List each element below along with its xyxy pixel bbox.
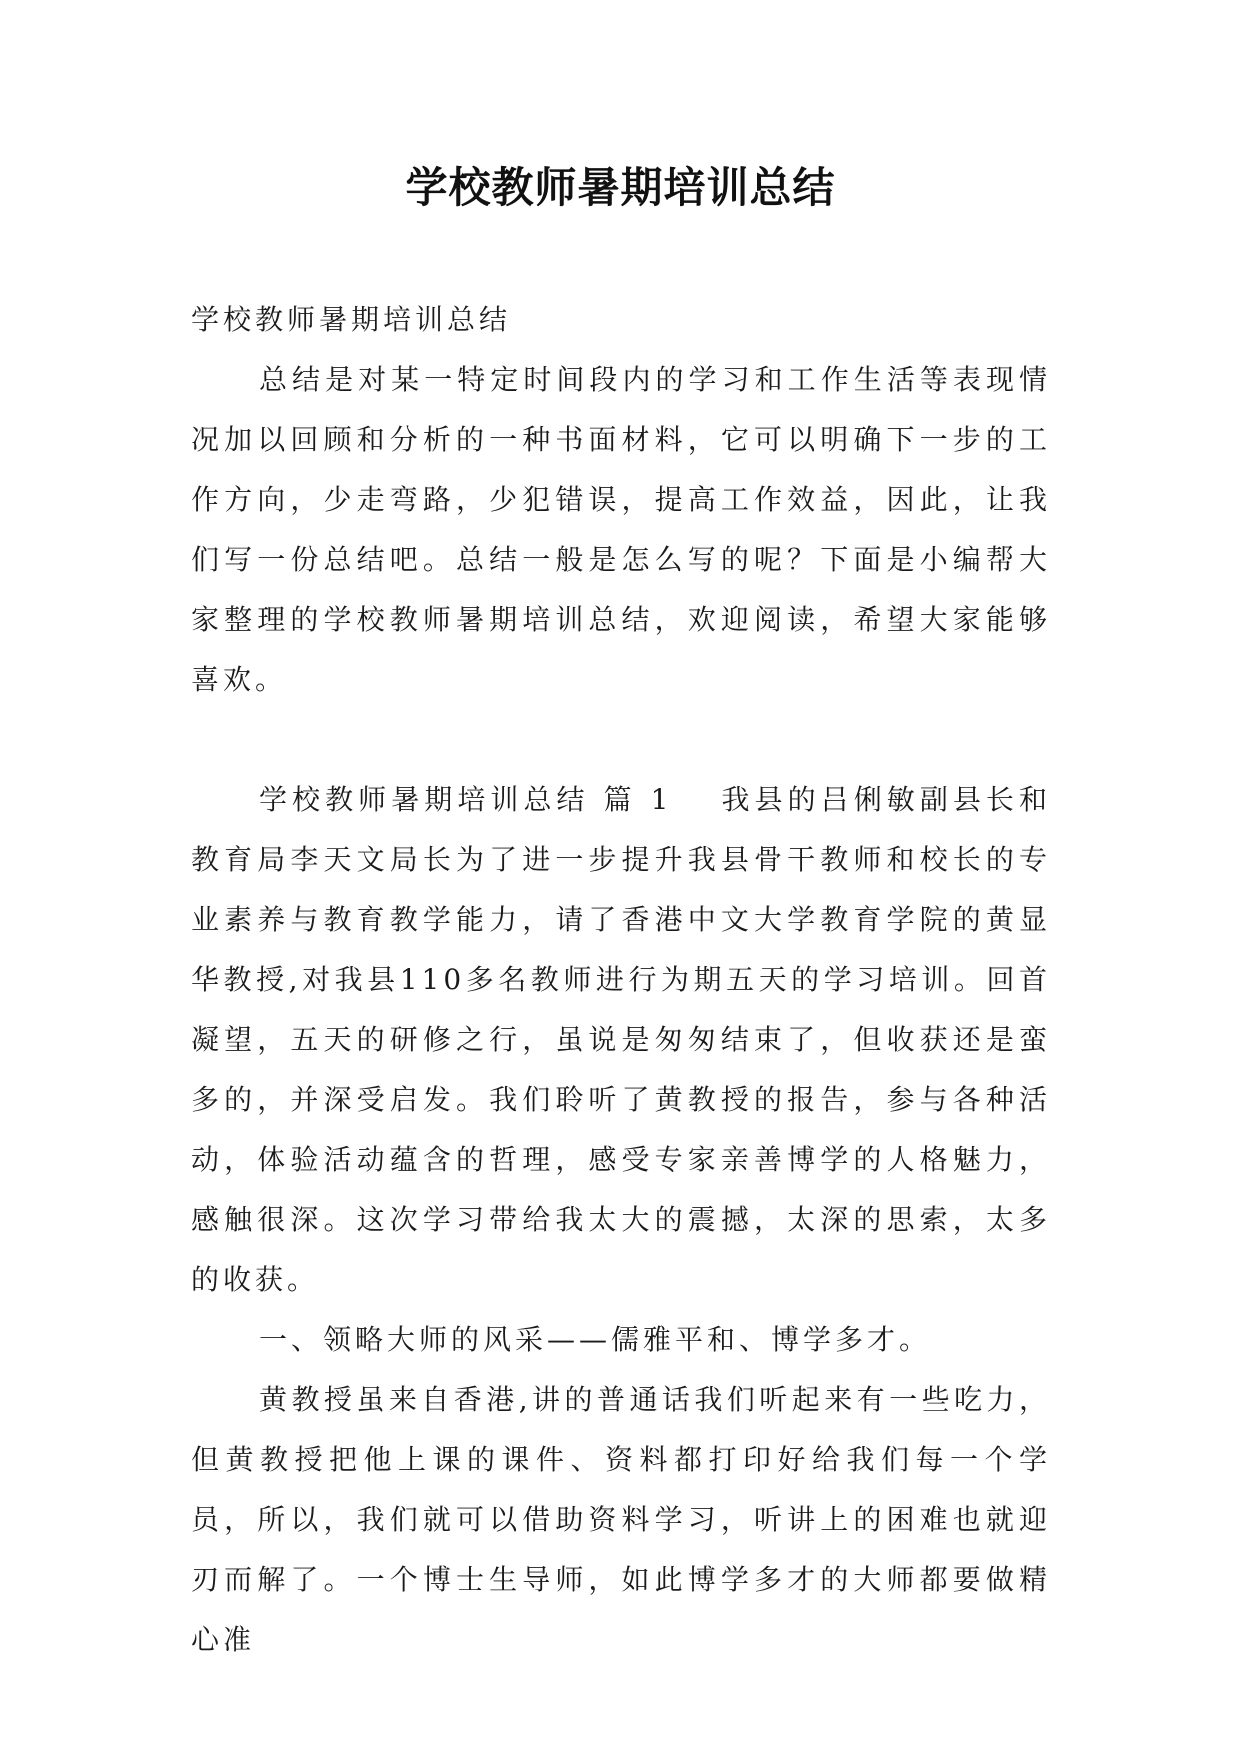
article-heading-text: 学校教师暑期培训总结 [259, 783, 590, 816]
intro-paragraph: 总结是对某一特定时间段内的学习和工作生活等表现情况加以回顾和分析的一种书面材料，它可以明确下一步的工作方向，少走弯路，少犯错误，提高工作效益，因此，让我们写一份总结吧。总结一般是怎么写的呢？下面是小编帮大家整理的学校教师暑期培训总结，欢迎阅读，希望大家能够喜欢。 [191, 363, 1051, 696]
subtitle: 学校教师暑期培训总结 [191, 303, 512, 336]
section-heading: 一、领略大师的风采——儒雅平和、博学多才。 [259, 1323, 932, 1356]
article-heading [259, 783, 672, 816]
article-label: 篇 1 [603, 783, 673, 816]
article-text: 我县的吕俐敏副县长和教育局李天文局长为了进一步提升我县骨干教师和校长的专业素养与教育教学能力，请了香港中文大学教育学院的黄显华教授,对我县110多名教师进行为期五天的学习培训。回首凝望，五天的研修之行，虽说是匆匆结束了，但收获还是蛮多的，并深受启发。我们聆听了黄教授的报告，参与各种活动，体验活动蕴含的哲理，感受专家亲善博学的人格魅力，感触很深。这次学习带给我太大的震撼，太深的思索，太多的收获。 [191, 783, 1051, 1296]
document-body [191, 290, 1051, 1670]
document-title: 学校教师暑期培训总结 [405, 163, 836, 212]
paragraph-gap [191, 710, 1051, 770]
section-paragraph: 黄教授虽来自香港,讲的普通话我们听起来有一些吃力，但黄教授把他上课的课件、资料都打印好给我们每一个学员，所以，我们就可以借助资料学习，听讲上的困难也就迎刃而解了。一个博士生导师，如此博学多才的大师都要做精心准 [191, 1383, 1051, 1656]
article-paragraph [191, 770, 1051, 1310]
